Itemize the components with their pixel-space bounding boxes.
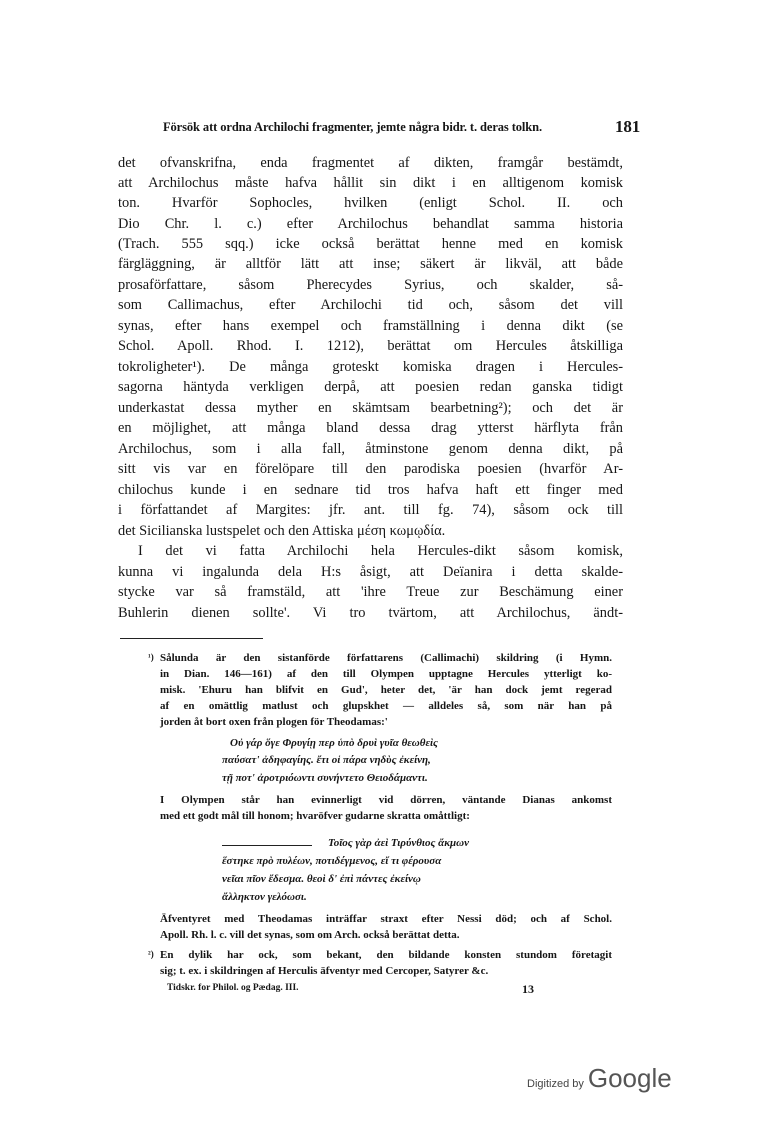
greek-verse: Τοῖος γὰρ ἀεὶ Τιρύνθιος ἄκμων [328,837,470,849]
footnote-line: in Dian. 146—161) af den till Olympen upptagne Hercules ytterligt ko- [160,668,612,680]
verse-dash [222,845,312,846]
greek-verse: Οὐ γάρ ὅγε Φρυγίῃ περ ὑπὸ δρυὶ γυῖα θεωθεὶς [230,737,438,749]
footnote-line: jorden åt bort oxen från plogen för Theodamas:' [160,716,388,728]
text-line: färgläggning, är alltför lätt att inse; säkert är likväl, att både [118,256,623,272]
text-line: sitt vis var en förelöpare till den parodiska poesien (hvarför Ar- [118,461,623,477]
text-line: ton. Hvarför Sophocles, hvilken (enligt Schol. II. och [118,195,623,211]
text-line: att Archilochus måste hafva hållit sin dikt i en alltigenom komisk [118,175,623,191]
greek-verse: ἄλληκτον γελόωσι. [222,891,307,903]
text-line: sagorna häntyda verkligen derpå, att poesien redan ganska tidigt [118,379,623,395]
footnote-line: misk. 'Ehuru han blifvit en Gud', heter det, 'är han dock jemt regerad [160,684,612,696]
footnote-marker: ²) [148,949,154,959]
footnote-line: I Olympen står han evinnerligt vid dörren, väntande Dianas ankomst [160,794,612,806]
footnote-line: En dylik har ock, som bekant, den bildande konsten stundom företagit [160,949,612,961]
text-line: synas, efter hans exempel och framställning i denna dikt (se [118,318,623,334]
greek-verse: νεῖαι πῖον ἔδεσμα. θεοὶ δ' ἐπὶ πάντες ἐκείνῳ [222,873,421,885]
footnote-line: Apoll. Rh. l. c. vill det synas, som om Arch. också berättat detta. [160,929,460,941]
text-line: i författandet af Margites: jfr. ant. till fg. 74), såsom ock till [118,502,623,518]
signature-number: 13 [522,982,534,996]
text-line: Archilochus, som i alla fall, åtminstone genom denna dikt, på [118,441,623,457]
greek-verse: ἕστηκε πρὸ πυλέων, ποτιδέγμενος, εἴ τι φέρουσα [222,855,442,867]
text-line: som Callimachus, efter Archilochi tid och, såsom det vill [118,297,623,313]
text-line: kunna vi ingalunda dela H:s åsigt, att Deïanira i detta skalde- [118,564,623,580]
greek-verse: τῇ ποτ' ἀροτριόωντι συνήντετο Θειοδάμαντι. [222,772,428,784]
text-line: Dio Chr. l. c.) efter Archilochus behandlat samma historia [118,216,623,232]
running-header [163,117,641,136]
text-line: en möjlighet, att många bland dessa drag ytterst härflyta från [118,420,623,436]
running-title: Försök att ordna Archilochi fragmenter, jemte några bidr. t. deras tolkn. [163,120,543,134]
text-line: (Trach. 555 sqq.) icke också berättat henne med en komisk [118,236,623,252]
journal-signature: Tidskr. for Philol. og Pædag. III. [167,983,299,993]
google-logo: Google [587,1063,672,1093]
footnote-divider [120,638,263,639]
footnote-line: af en omättlig matlust och glupskhet — alldeles så, som när han på [160,700,612,712]
text-line: prosaförfattare, såsom Pherecydes Syrius, och skalder, så- [118,277,623,293]
text-line: det ofvanskrifna, enda fragmentet af dikten, framgår bestämdt, [118,155,623,171]
text-line: det Sicilianska lustspelet och den Attiska μέση κωμῳδία. [118,523,446,539]
text-line: Buhlerin dienen sollte'. Vi tro tvärtom, att Archilochus, ändt- [118,605,623,621]
text-line: I det vi fatta Archilochi hela Hercules-dikt såsom komisk, [138,543,623,559]
footnote-line: med ett godt mål till honom; hvaröfver gudarne skratta omåttligt: [160,810,470,822]
footnote-line: Sålunda är den sistanförde författarens (Callimachi) skildring (i Hymn. [160,652,612,664]
text-line: stycke var så framstäld, att 'ihre Treue zur Beschämung einer [118,584,623,600]
greek-verse: παύσατ' ἀδηφαγίης. ἔτι οἱ πάρα νηδὺς ἐκείνη, [222,754,431,766]
footnote-marker: ¹) [148,652,154,662]
page-number: 181 [615,117,641,136]
text-line: chilochus kunde i en sednare tid tros hafva haft ett finger med [118,482,623,498]
footnote-line: Äfventyret med Theodamas inträffar straxt efter Nessi död; och af Schol. [160,913,612,925]
digitized-label: Digitized by [527,1078,584,1090]
text-line: underkastat dessa myther en skämtsam bearbetning²); och det är [118,400,623,416]
signature-line [167,982,534,996]
digitized-badge [527,1063,672,1094]
text-line: tokroligheter¹). De många groteskt komiska dragen i Hercules- [118,359,623,375]
text-line: Schol. Apoll. Rhod. I. 1212), berättat om Hercules åtskilliga [118,338,623,354]
footnote-line: sig; t. ex. i skildringen af Herculis äfventyr med Cercoper, Satyrer &c. [160,965,489,977]
